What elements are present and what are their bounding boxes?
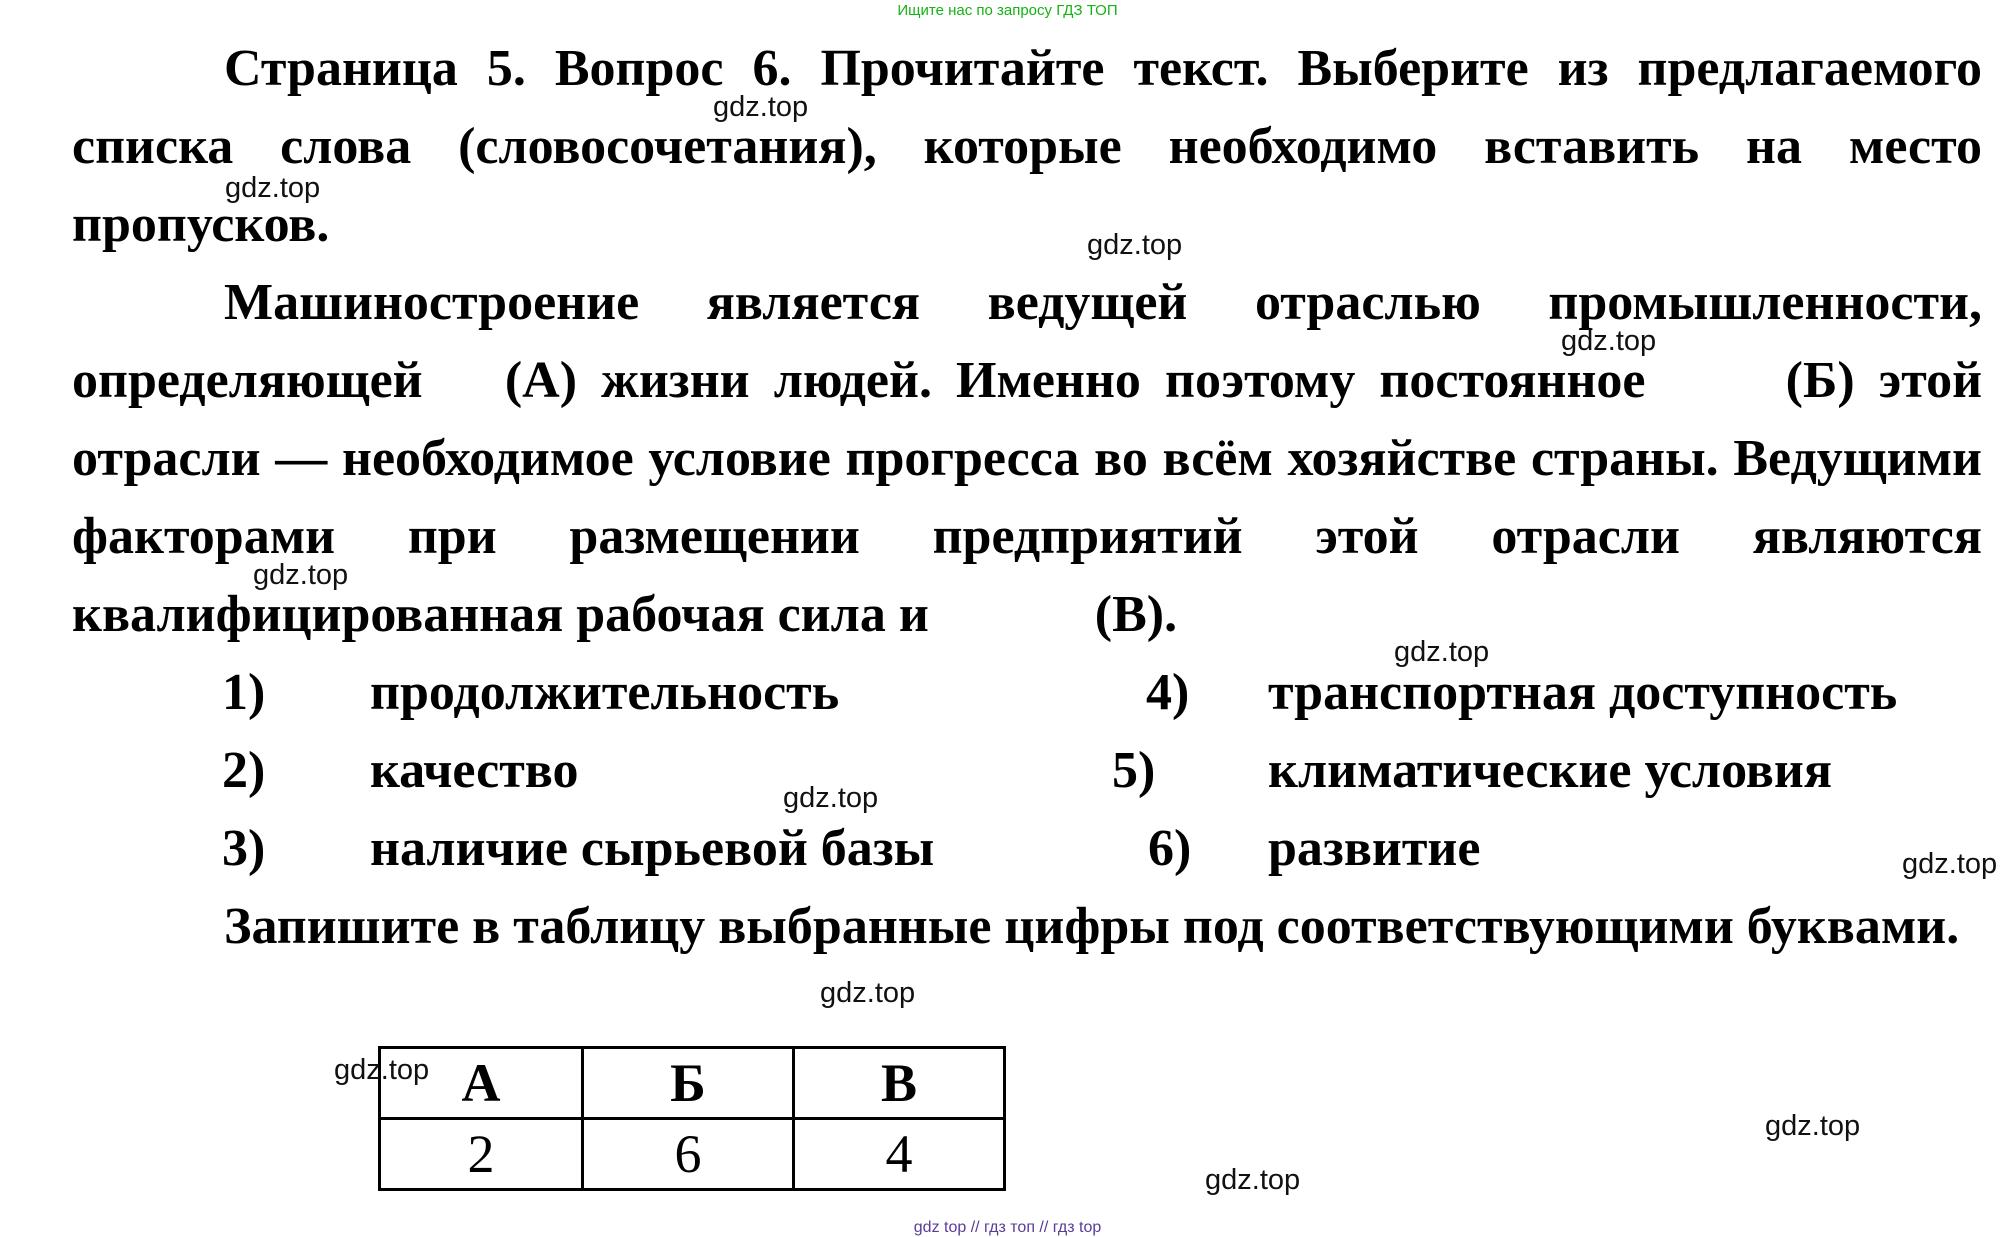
gap-a: (А): [504, 352, 578, 409]
option-number: 6): [1148, 820, 1192, 877]
top-banner: Ищите нас по запросу ГДЗ ТОП: [897, 2, 1118, 19]
watermark: gdz.top: [820, 977, 916, 1009]
option-number: 4): [1146, 664, 1190, 721]
text-part-2: жизни людей. Именно поэтому постоянное: [601, 352, 1646, 409]
question-header: Страница 5. Вопрос 6. Прочитайте текст. Выберите из предлагаемого списка слова (словосочетания), которые необходимо вставить на место пропусков.: [72, 40, 1982, 253]
option-text: климатические условия: [1268, 742, 1832, 799]
watermark: gdz.top: [334, 1054, 430, 1086]
answer-table-header-row: [380, 1048, 1005, 1119]
footer-links[interactable]: gdz top // гдз топ // гдз top: [913, 1219, 1102, 1236]
watermark: gdz.top: [1902, 848, 1998, 880]
watermark: gdz.top: [225, 172, 321, 204]
option-text: продолжительность: [370, 664, 840, 721]
answer-header-cell: В: [794, 1048, 1005, 1119]
watermark: gdz.top: [713, 91, 809, 123]
watermark: gdz.top: [1087, 229, 1183, 261]
instruction-text: Запишите в таблицу выбранные цифры под соответствующими буквами.: [224, 898, 1960, 955]
watermark: gdz.top: [1394, 636, 1490, 668]
answer-table: [378, 1046, 1006, 1191]
answer-value-cell: 2: [380, 1119, 583, 1190]
answer-header-cell: А: [380, 1048, 583, 1119]
watermark: gdz.top: [1765, 1110, 1861, 1142]
gap-b: (Б): [1785, 352, 1855, 409]
option-number: 3): [222, 820, 266, 877]
answer-value-cell: 6: [583, 1119, 794, 1190]
option-number: 2): [222, 742, 266, 799]
watermark: gdz.top: [1561, 325, 1657, 357]
watermark: gdz.top: [1205, 1164, 1301, 1196]
option-text: развитие: [1268, 820, 1481, 877]
options-list: [222, 654, 1982, 888]
option-number: 5): [1112, 742, 1156, 799]
option-text: наличие сырьевой базы: [370, 820, 935, 877]
answer-table-value-row: [380, 1119, 1005, 1190]
question-body: [72, 264, 1982, 654]
options-row: [222, 654, 1982, 732]
options-row: [222, 732, 1982, 810]
option-text: качество: [370, 742, 579, 799]
question-text: [72, 30, 1982, 654]
text-part-1: Машиностроение является ведущей отраслью промышленности, определяющей: [72, 274, 1982, 409]
answer-header-cell: Б: [583, 1048, 794, 1119]
watermark: gdz.top: [253, 559, 349, 591]
instruction: [72, 888, 1982, 966]
options-row: [222, 810, 1982, 888]
option-text: транспортная доступность: [1268, 664, 1898, 721]
answer-value-cell: 4: [794, 1119, 1005, 1190]
gap-c: (В).: [1094, 586, 1178, 643]
watermark: gdz.top: [783, 782, 879, 814]
text-part-3: этой отрасли — необходимое условие прогресса во всём хозяйстве страны. Ведущими факторами при размещении предприятий этой отрасли являются квалифицированная рабочая сила и: [72, 352, 1983, 643]
option-number: 1): [222, 664, 266, 721]
